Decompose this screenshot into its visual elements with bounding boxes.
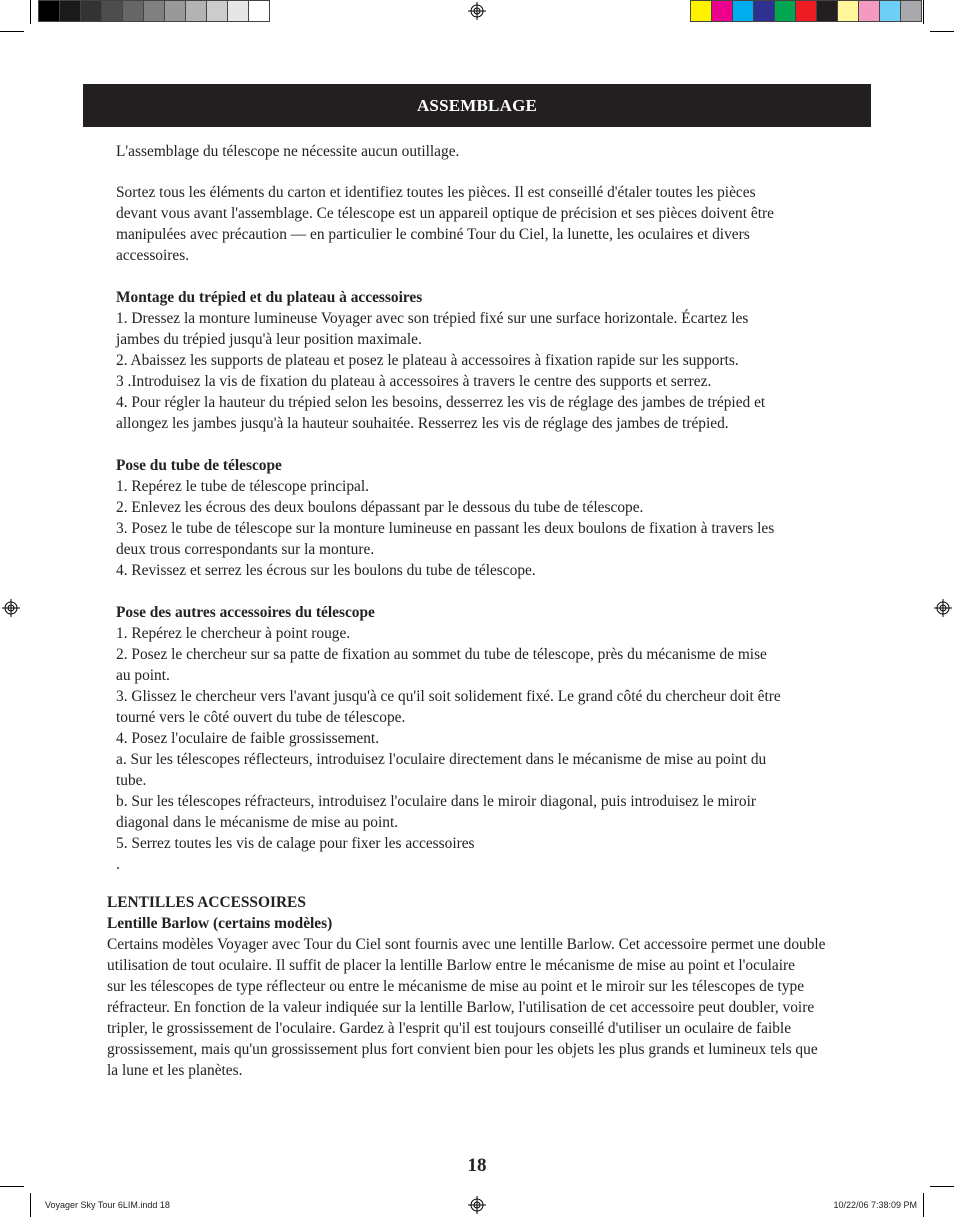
color-swatch: [901, 0, 922, 22]
gray-swatch: [144, 0, 165, 22]
page-number: 18: [467, 1155, 487, 1176]
color-swatch: [775, 0, 796, 22]
list-item: 3. Posez le tube de télescope sur la monture lumineuse en passant les deux boulons de fixation à travers les: [116, 520, 775, 537]
list-item: 1. Dressez la monture lumineuse Voyager avec son trépied fixé sur une surface horizontale. Écartez les: [116, 310, 749, 327]
list-item: 3 .Introduisez la vis de fixation du plateau à accessoires à travers le centre des supports et serrez.: [116, 373, 712, 390]
tripod-section: [116, 287, 765, 434]
gray-swatch: [60, 0, 81, 22]
crop-mark: [0, 1186, 24, 1187]
list-item: a. Sur les télescopes réflecteurs, introduisez l'oculaire directement dans le mécanisme de mise au point du: [116, 751, 767, 768]
text-line: L'assemblage du télescope ne nécessite aucun outillage.: [116, 143, 460, 160]
text-line: tripler, le grossissement de l'oculaire. Gardez à l'esprit qu'il est toujours conseillé d'utiliser un oculaire de faible: [107, 1020, 792, 1037]
list-item: 4. Revissez et serrez les écrous sur les boulons du tube de télescope.: [116, 562, 536, 579]
gray-swatch: [207, 0, 228, 22]
text-line: manipulées avec précaution — en particulier le combiné Tour du Ciel, la lunette, les oculaires et divers: [116, 226, 750, 243]
text-line: réfracteur. En fonction de la valeur indiquée sur la lentille Barlow, l'utilisation de cet accessoire peut doubler, voire: [107, 999, 815, 1016]
list-item: deux trous correspondants sur la monture.: [116, 541, 375, 558]
section-subheading: Lentille Barlow (certains modèles): [107, 915, 333, 932]
color-swatch: [838, 0, 859, 22]
gray-calibration-bar: [38, 0, 270, 22]
text-line: accessoires.: [116, 247, 190, 264]
list-item: 2. Abaissez les supports de plateau et posez le plateau à accessoires à fixation rapide sur les supports.: [116, 352, 739, 369]
crop-mark: [0, 31, 24, 32]
accessories-section: [116, 602, 781, 875]
section-title: ASSEMBLAGE: [416, 95, 538, 115]
list-item: jambes du trépied jusqu'à leur position maximale.: [116, 331, 422, 348]
color-swatch: [712, 0, 733, 22]
text-line: devant vous avant l'assemblage. Ce télescope est un appareil optique de précision et ses pièces doivent être: [116, 205, 774, 222]
section-heading: Montage du trépied et du plateau à accessoires: [116, 289, 423, 306]
lenses-section: [107, 892, 826, 1081]
color-swatch: [859, 0, 880, 22]
list-item: 5. Serrez toutes les vis de calage pour fixer les accessoires: [116, 835, 475, 852]
registration-mark-icon: [468, 1196, 486, 1214]
text-line: la lune et les planètes.: [107, 1062, 243, 1079]
crop-mark: [930, 1186, 954, 1187]
intro-paragraph: [116, 182, 774, 266]
file-slug: Voyager Sky Tour 6LIM.indd 18: [45, 1200, 170, 1210]
color-swatch: [733, 0, 754, 22]
tube-section: [116, 455, 774, 581]
registration-mark-icon: [934, 599, 952, 617]
gray-swatch: [249, 0, 270, 22]
registration-mark-icon: [2, 599, 20, 617]
gray-swatch: [38, 0, 60, 22]
list-item: tourné vers le côté ouvert du tube de télescope.: [116, 709, 406, 726]
list-item: 1. Repérez le tube de télescope principal.: [116, 478, 369, 495]
crop-mark: [930, 31, 954, 32]
list-item: allongez les jambes jusqu'à la hauteur souhaitée. Resserrez les vis de réglage des jambes de trépied.: [116, 415, 729, 432]
gray-swatch: [186, 0, 207, 22]
list-item: .: [116, 856, 120, 873]
list-item: 4. Posez l'oculaire de faible grossissement.: [116, 730, 380, 747]
text-line: utilisation de tout oculaire. Il suffit de placer la lentille Barlow entre le mécanisme de mise au point et l'oculaire: [107, 957, 795, 974]
list-item: 3. Glissez le chercheur vers l'avant jusqu'à ce qu'il soit solidement fixé. Le grand côté du chercheur doit être: [116, 688, 781, 705]
date-slug: 10/22/06 7:38:09 PM: [833, 1200, 917, 1210]
list-item: 4. Pour régler la hauteur du trépied selon les besoins, desserrez les vis de réglage des jambes de trépied et: [116, 394, 766, 411]
color-swatch: [690, 0, 712, 22]
text-line: sur les télescopes de type réflecteur ou entre le mécanisme de mise au point et le miroir sur les télescopes de type: [107, 978, 805, 995]
list-item: tube.: [116, 772, 147, 789]
gray-swatch: [102, 0, 123, 22]
list-item: 1. Repérez le chercheur à point rouge.: [116, 625, 351, 642]
intro-paragraph: [116, 141, 459, 162]
text-line: Sortez tous les éléments du carton et identifiez toutes les pièces. Il est conseillé d'étaler toutes les pièces: [116, 184, 756, 201]
section-banner: [83, 84, 871, 127]
gray-swatch: [228, 0, 249, 22]
text-line: grossissement, mais qu'un grossissement plus fort convient bien pour les objets les plus grands et lumineux tels que: [107, 1041, 818, 1058]
color-swatch: [754, 0, 775, 22]
crop-mark: [30, 0, 31, 24]
section-heading: Pose des autres accessoires du télescope: [116, 604, 375, 621]
registration-mark-icon: [468, 2, 486, 20]
color-swatch: [817, 0, 838, 22]
gray-swatch: [165, 0, 186, 22]
crop-mark: [923, 1193, 924, 1217]
list-item: au point.: [116, 667, 170, 684]
section-heading: Pose du tube de télescope: [116, 457, 282, 474]
list-item: 2. Posez le chercheur sur sa patte de fixation au sommet du tube de télescope, près du mécanisme de mise: [116, 646, 767, 663]
crop-mark: [923, 0, 924, 24]
list-item: diagonal dans le mécanisme de mise au point.: [116, 814, 399, 831]
list-item: 2. Enlevez les écrous des deux boulons dépassant par le dessous du tube de télescope.: [116, 499, 644, 516]
color-swatch: [880, 0, 901, 22]
crop-mark: [30, 1193, 31, 1217]
list-item: b. Sur les télescopes réfracteurs, introduisez l'oculaire dans le miroir diagonal, puis introduisez le miroir: [116, 793, 757, 810]
section-heading: LENTILLES ACCESSOIRES: [107, 894, 306, 911]
gray-swatch: [81, 0, 102, 22]
color-calibration-bar: [690, 0, 922, 22]
color-swatch: [796, 0, 817, 22]
gray-swatch: [123, 0, 144, 22]
text-line: Certains modèles Voyager avec Tour du Ciel sont fournis avec une lentille Barlow. Cet accessoire permet une double: [107, 936, 826, 953]
